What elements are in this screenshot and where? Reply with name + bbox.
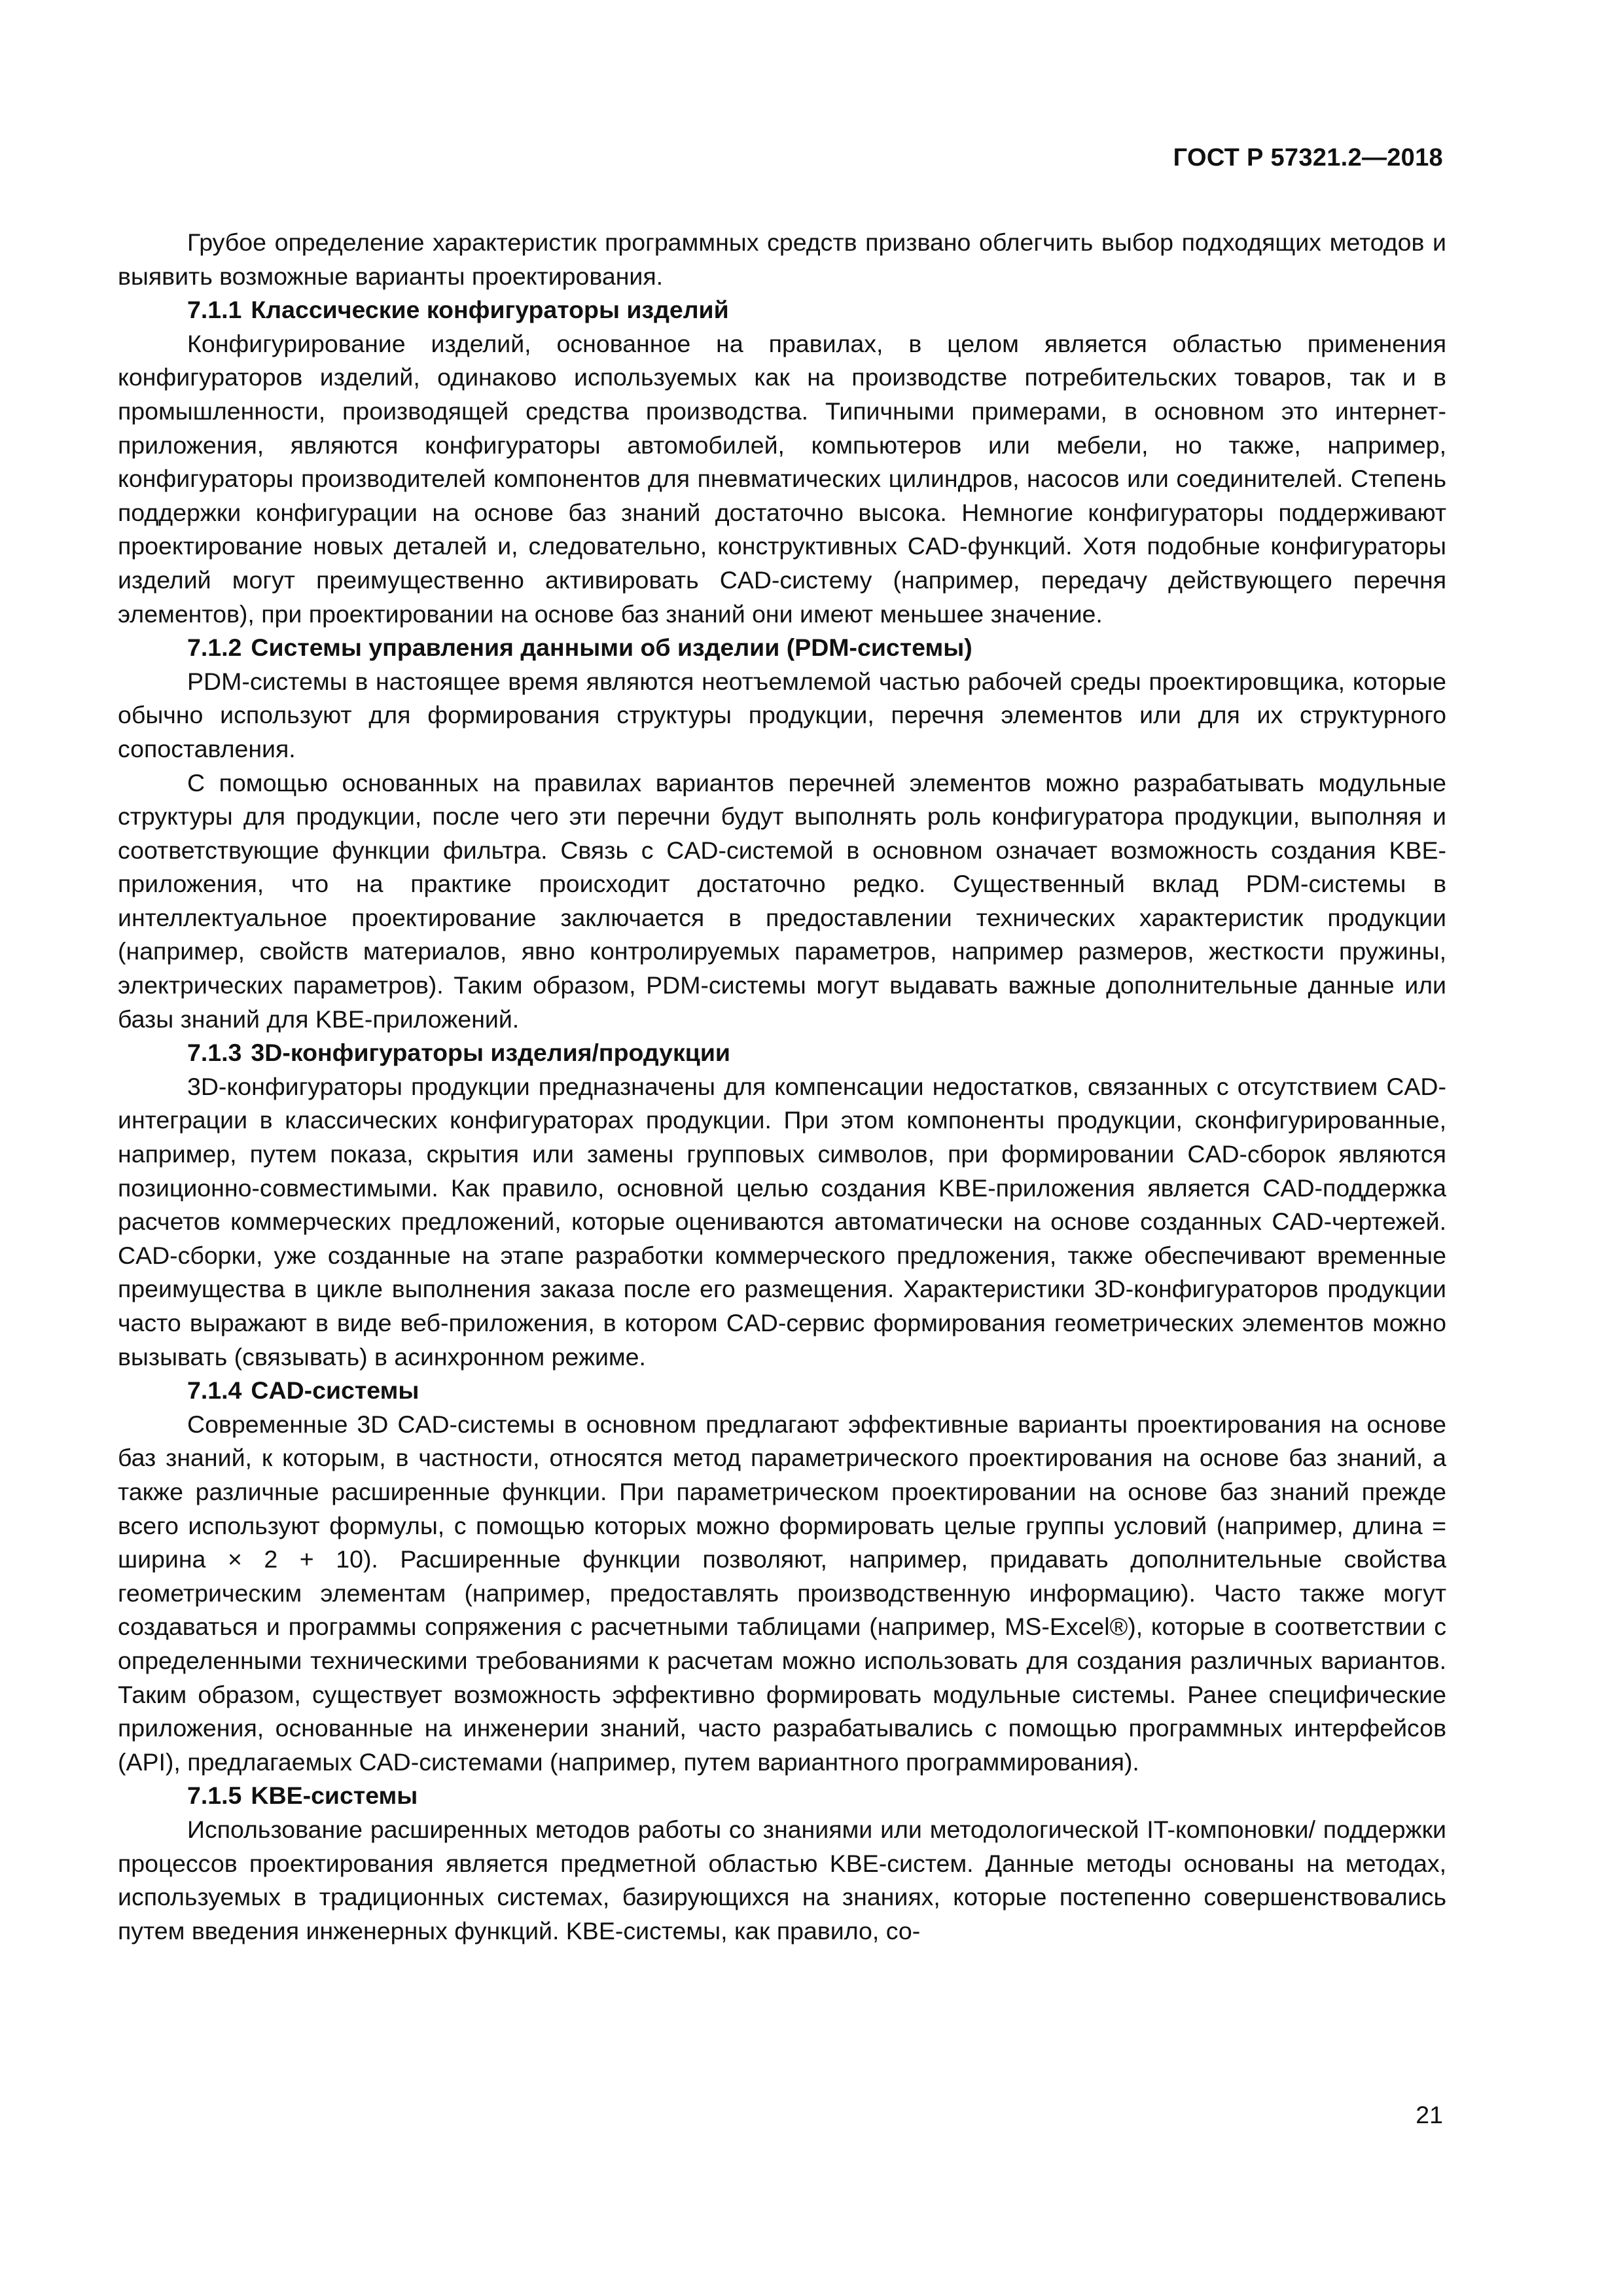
- paragraph: С помощью основанных на правилах вариантов перечней элементов можно разрабатывать модульные структуры для продукции, после чего эти перечни будут выполнять роль конфигуратора продукции, выполняя и соответствующие функции фильтра. Связь с CAD-системой в основном означает возможность создания KBE-приложения, что на практике происходит достаточно редко. Существенный вклад PDM-системы в интеллектуальное проектирование заключается в предоставлении технических характеристик продукции (например, свойств материалов, явно контролируемых параметров, например размеров, жесткости пружины, электрических параметров). Таким образом, PDM-системы могут выдавать важные дополнительные данные или базы знаний для KBE-приложений.: [118, 768, 1446, 1033]
- section-number: 7.1.1: [187, 296, 242, 324]
- document-number: ГОСТ Р 57321.2—2018: [1173, 144, 1443, 171]
- paragraph: Конфигурирование изделий, основанное на правилах, в целом является областью применения конфигураторов изделий, одинаково используемых как на производстве потребительских товаров, так и в промышленности, производящей средства производства. Типичными примерами, в основном это интернет-приложения, являются конфигураторы автомобилей, компьютеров или мебели, но также, например, конфигураторы производителей компонентов для пневматических цилиндров, насосов или соединителей. Степень поддержки конфигурации на основе баз знаний достаточно высока. Немногие конфигураторы поддерживают проектирование новых деталей и, следовательно, конструктивных CAD-функций. Хотя подобные конфигураторы изделий могут преимущественно активировать CAD-систему (например, передачу действующего перечня элементов), при проектировании на основе баз знаний они имеют меньшее значение.: [118, 329, 1446, 628]
- paragraph: Использование расширенных методов работы со знаниями или методологической IT-компоновки/ поддержки процессов проектирования является предметной областью KBE-систем. Данные методы основаны на методах, используемых в традиционных системах, базирующихся на знаниях, которые постепенно совершенствовались путем введения инженерных функций. KBE-системы, как правило, со-: [118, 1815, 1446, 1945]
- section-title: 3D-конфигураторы изделия/продукции: [251, 1039, 730, 1067]
- page-number: 21: [1416, 2101, 1443, 2128]
- page-body: [118, 226, 1446, 1948]
- paragraph: PDM-системы в настоящее время являются неотъемлемой частью рабочей среды проектировщика, которые обычно используют для формирования структуры продукции, перечня элементов или для их структурного сопоставления.: [118, 667, 1446, 762]
- section-title: Классические конфигураторы изделий: [251, 296, 729, 324]
- section-heading-7-1-1: [118, 293, 1446, 327]
- section-title: KBE-системы: [251, 1782, 418, 1810]
- section-heading-7-1-2: [118, 631, 1446, 665]
- intro-paragraph: Грубое определение характеристик программных средств призвано облегчить выбор подходящих методов и выявить возможные варианты проектирования.: [118, 228, 1446, 290]
- paragraph: 3D-конфигураторы продукции предназначены для компенсации недостатков, связанных с отсутствием CAD-интеграции в классических конфигураторах продукции. При этом компоненты продукции, сконфигурированные, например, путем показа, скрытия или замены групповых символов, при формировании CAD-сборок являются позиционно-совместимыми. Как правило, основной целью создания KBE-приложения является CAD-поддержка расчетов коммерческих предложений, которые оцениваются автоматически на основе созданных CAD-чертежей. CAD-сборки, уже созданные на этапе разработки коммерческого предложения, также обеспечивают временные преимущества в цикле выполнения заказа после его размещения. Характеристики 3D-конфигураторов продукции часто выражают в виде веб-приложения, в котором CAD-сервис формирования геометрических элементов можно вызывать (связывать) в асинхронном режиме.: [118, 1072, 1446, 1371]
- section-title: Системы управления данными об изделии (PDM-системы): [251, 634, 972, 662]
- section-heading-7-1-4: [118, 1374, 1446, 1408]
- section-heading-7-1-5: [118, 1779, 1446, 1813]
- paragraph: Современные 3D CAD-системы в основном предлагают эффективные варианты проектирования на основе баз знаний, к которым, в частности, относятся метод параметрического проектирования на основе баз знаний, а также различные расширенные функции. При параметрическом проектировании на основе баз знаний прежде всего используют формулы, с помощью которых можно формировать целые группы условий (например, длина = ширина × 2 + 10). Расширенные функции позволяют, например, придавать дополнительные свойства геометрическим элементам (например, предоставлять производственную информацию). Часто также могут создаваться и программы сопряжения с расчетными таблицами (например, MS-Excel®), которые в соответствии с определенными техническими требованиями к расчетам можно использовать для создания различных вариантов. Таким образом, существует возможность эффективно формировать модульные системы. Ранее специфические приложения, основанные на инженерии знаний, часто разрабатывались с помощью программных интерфейсов (API), предлагаемых CAD-системами (например, путем вариантного программирования).: [118, 1410, 1446, 1776]
- section-title: CAD-системы: [251, 1376, 419, 1405]
- section-number: 7.1.5: [187, 1782, 242, 1810]
- section-number: 7.1.4: [187, 1376, 242, 1405]
- section-heading-7-1-3: [118, 1036, 1446, 1070]
- section-number: 7.1.2: [187, 634, 242, 662]
- section-number: 7.1.3: [187, 1039, 242, 1067]
